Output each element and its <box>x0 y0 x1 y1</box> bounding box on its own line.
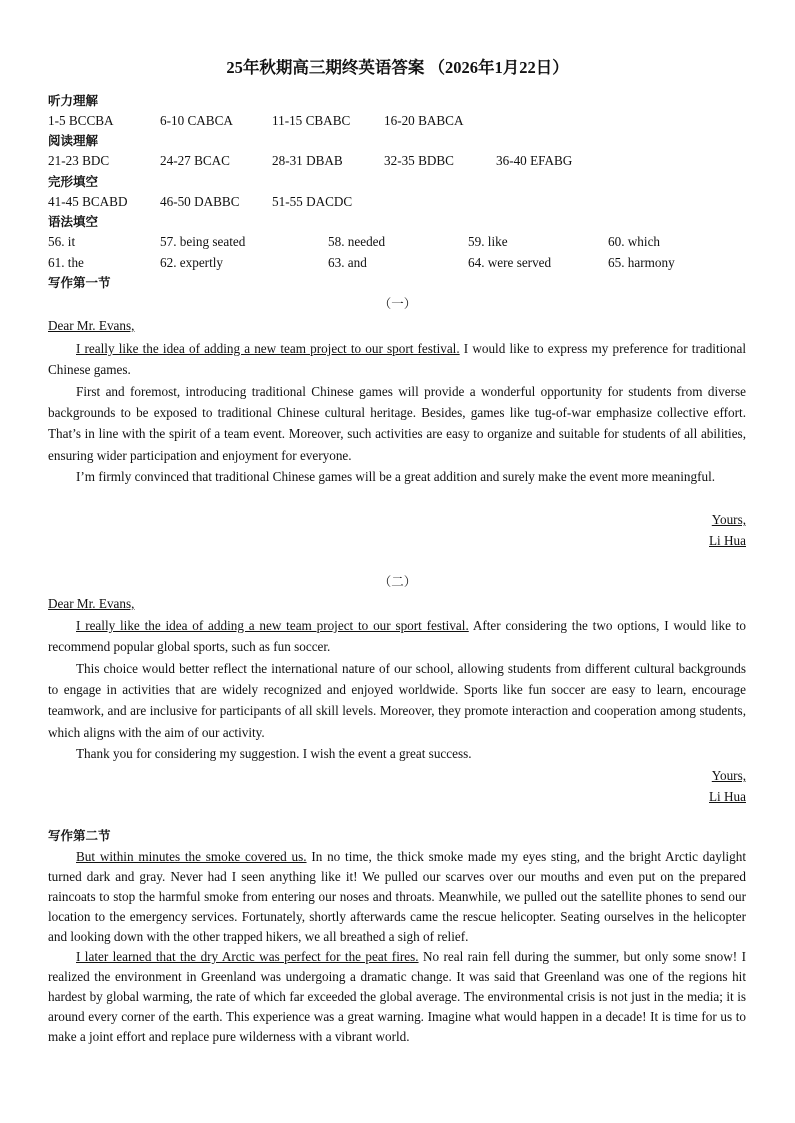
story-paragraph: I later learned that the dry Arctic was perfect for the peat fires. No real rain fell during the summer, but only some snow! I realized the environment in Greenland was undergoing a dramatic change. It was said that Greenland was one of the regions hit hardest by global warming, the rate of which far exceeded the global average. The environmental crisis is not just in the media; it is around every corner of the earth. This experience was a great warning. Imagine what would happen in a decade! It is time for us to make a joint effort and replace pure wilderness with a vibrant world. <box>48 949 746 1044</box>
letter-paragraph: This choice would better reflect the international nature of our school, allowing students from different cultural backgrounds to engage in activities that are widely recognized and enjoyed worldwide. Sports like fun soccer are easy to learn, encourage teamwork, and are inclusive for participants of all skill levels. Moreover, they promote interaction and cooperation among students, which aligns with the aim of our activity. <box>48 661 746 740</box>
answer-group: 36-40 EFABG <box>496 153 573 168</box>
letter-paragraph: I’m firmly convinced that traditional Chinese games will be a great addition and surely make the event more meaningful. <box>76 469 716 484</box>
answer-group: 51-55 DACDC <box>272 194 353 209</box>
answer-group: 6-10 CABCA <box>160 113 233 128</box>
grammar-answer: 62. expertly <box>160 255 223 270</box>
grammar-answer: 56. it <box>48 234 76 249</box>
section-heading-grammar: 语法填空 <box>48 214 99 229</box>
page-title: 25年秋期高三期终英语答案 （2026年1月22日） <box>226 58 569 77</box>
grammar-answer: 59. like <box>468 234 508 249</box>
letter-paragraph: I really like the idea of adding a new team project to our sport festival. I would like to express my preference for traditional Chinese games. <box>48 341 746 378</box>
grammar-answer: 65. harmony <box>608 255 675 270</box>
underlined-topic-sentence: I really like the idea of adding a new team project to our sport festival. <box>76 618 469 633</box>
letter-paragraph: I really like the idea of adding a new team project to our sport festival. After considering the two options, I would like to recommend popular global sports, such as fun soccer. <box>48 618 746 655</box>
grammar-answer: 58. needed <box>328 234 386 249</box>
section-heading-reading: 阅读理解 <box>48 133 99 148</box>
answer-group: 24-27 BCAC <box>160 153 230 168</box>
grammar-answer: 61. the <box>48 255 84 270</box>
answer-group: 1-5 BCCBA <box>48 113 114 128</box>
section-heading-listening: 听力理解 <box>48 93 99 108</box>
section-heading-cloze: 完形填空 <box>48 174 99 189</box>
letter-signature: Li Hua <box>709 533 746 548</box>
version-label-1: （一） <box>378 296 417 311</box>
grammar-answer: 57. being seated <box>160 234 246 249</box>
letter-paragraph: Thank you for considering my suggestion. I wish the event a great success. <box>76 746 472 761</box>
grammar-answer: 64. were served <box>468 255 552 270</box>
grammar-answer: 63. and <box>328 255 367 270</box>
underlined-opening-sentence: But within minutes the smoke covered us. <box>76 849 307 864</box>
grammar-answer: 60. which <box>608 234 661 249</box>
section-heading-writing-1: 写作第一节 <box>48 275 111 290</box>
answer-group: 32-35 BDBC <box>384 153 454 168</box>
letter-greeting: Dear Mr. Evans, <box>48 596 135 611</box>
section-heading-writing-2: 写作第二节 <box>48 828 111 843</box>
story-paragraph: But within minutes the smoke covered us. In no time, the thick smoke made my eyes sting, and the bright Arctic daylight turned dark and gray. Never had I seen anything like it! We pulled our scarves over our mouths and even put on the prepared raincoats to stop the harmful smoke from entering our noses and throats. Meanwhile, we pulled out the satellite phones to send our location to the emergency services. Fortunately, shortly afterwards came the rescue helicopter. Seating ourselves in the helicopter and looking down with the other trapped hikers, we all breathed a sigh of relief. <box>48 849 747 944</box>
letter-closing: Yours, <box>711 768 746 783</box>
underlined-opening-sentence: I later learned that the dry Arctic was perfect for the peat fires. <box>76 949 419 964</box>
answer-group: 28-31 DBAB <box>272 153 343 168</box>
answer-group: 11-15 CBABC <box>272 113 351 128</box>
version-label-2: （二） <box>378 574 417 589</box>
answer-group: 21-23 BDC <box>48 153 110 168</box>
answer-group: 41-45 BCABD <box>48 194 128 209</box>
letter-greeting: Dear Mr. Evans, <box>48 318 135 333</box>
answer-group: 16-20 BABCA <box>384 113 464 128</box>
letter-signature: Li Hua <box>709 789 746 804</box>
answer-group: 46-50 DABBC <box>160 194 240 209</box>
letter-closing: Yours, <box>711 512 746 527</box>
letter-paragraph: First and foremost, introducing traditional Chinese games will provide a wonderful opportunity for students from diverse backgrounds to be exposed to traditional Chinese cultural heritage. Besides, games like tug-of-war emphasize collective effort. That’s in line with the spirit of a team event. Moreover, such activities are easy to organize and suitable for students of all abilities, ensuring wider participation and enjoyment for everyone. <box>48 384 746 463</box>
underlined-topic-sentence: I really like the idea of adding a new team project to our sport festival. <box>76 341 460 356</box>
